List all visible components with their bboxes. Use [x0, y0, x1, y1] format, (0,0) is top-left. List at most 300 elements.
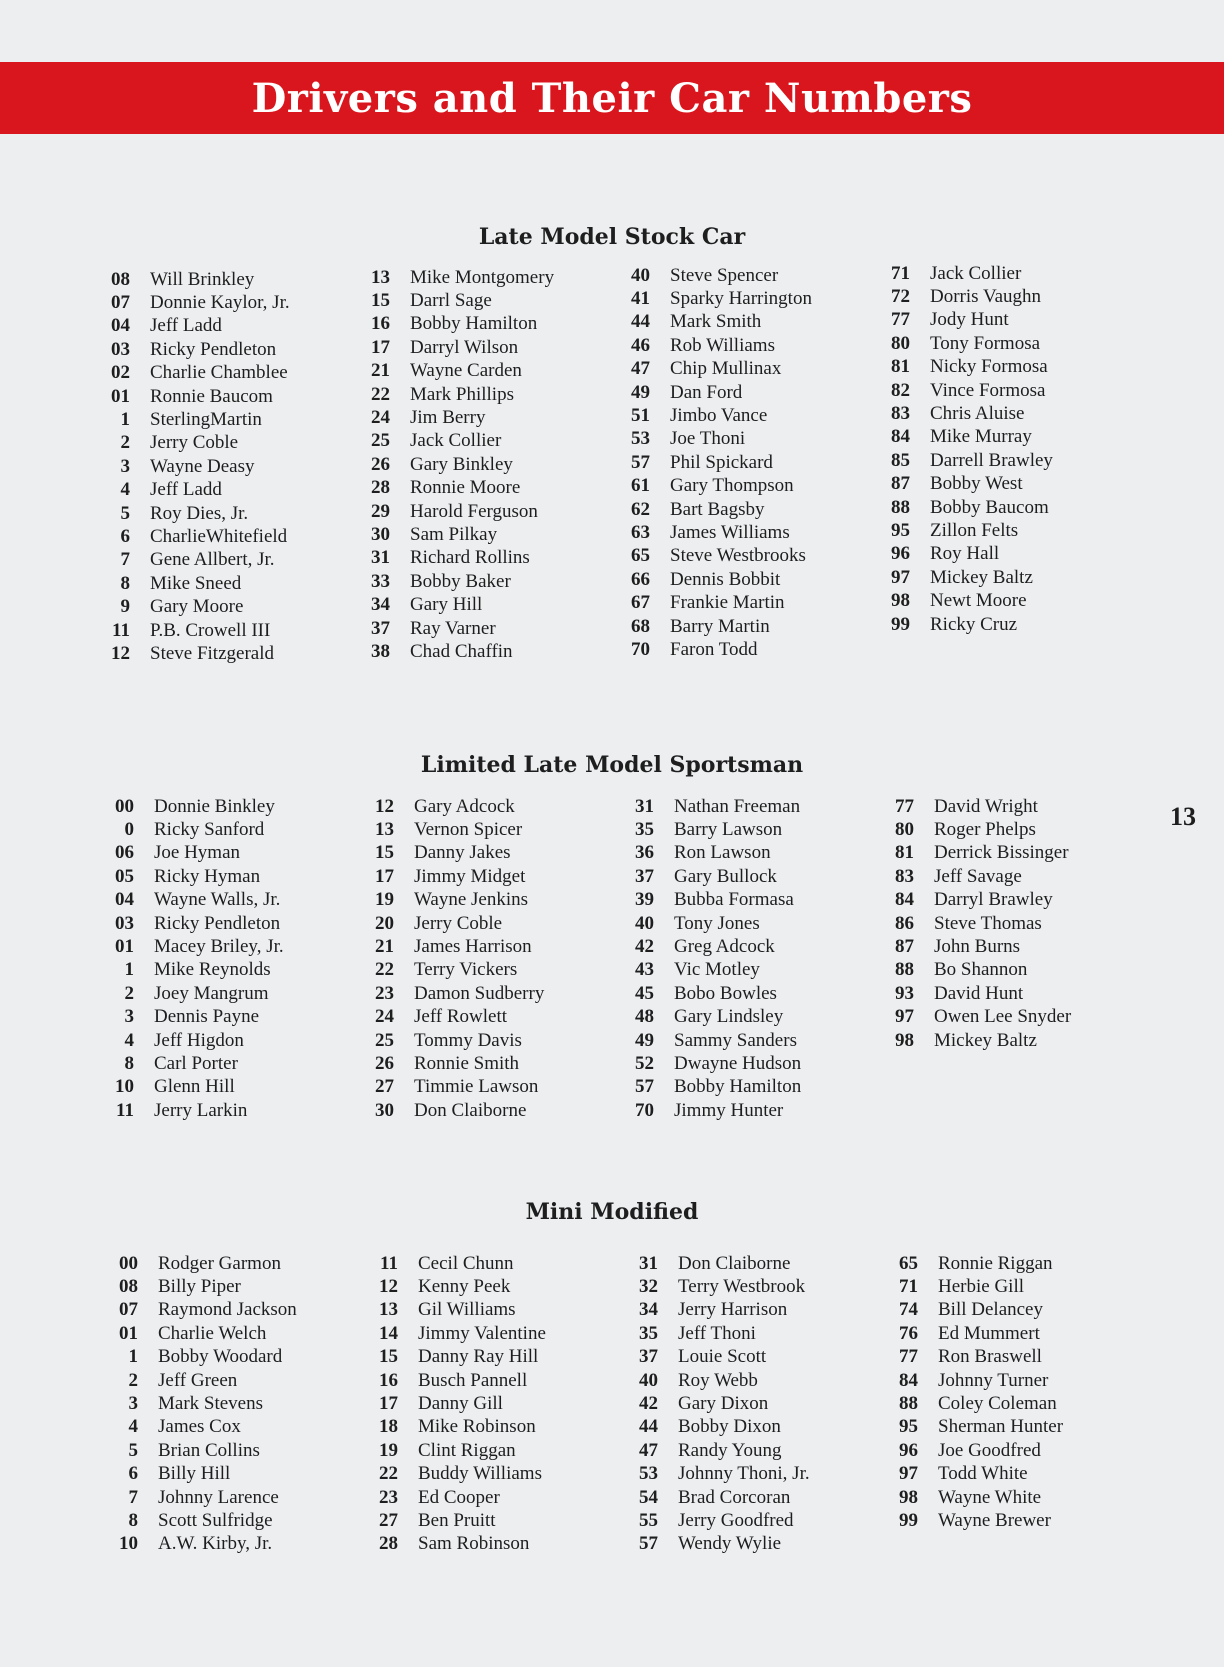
- driver-name: Sparky Harrington: [670, 288, 812, 310]
- driver-entry: [368, 1533, 546, 1556]
- driver-name: Tommy Davis: [414, 1029, 522, 1051]
- driver-entry: [108, 1275, 297, 1298]
- car-number: 42: [639, 1393, 658, 1415]
- driver-name: Jack Collier: [410, 430, 502, 452]
- driver-name: Bobby Woodard: [158, 1346, 283, 1368]
- driver-name: Jeff Ladd: [150, 315, 222, 337]
- driver-entry: [624, 935, 801, 958]
- driver-entry: [364, 1006, 544, 1029]
- driver-entry: [620, 545, 812, 568]
- car-number: 10: [115, 1076, 134, 1098]
- driver-name: Ronnie Baucom: [150, 385, 273, 407]
- car-number: 49: [635, 1029, 654, 1051]
- driver-name: Coley Coleman: [938, 1393, 1057, 1415]
- driver-name: Jerry Coble: [414, 912, 503, 934]
- driver-entry: [888, 1369, 1063, 1392]
- car-number: 51: [631, 405, 650, 427]
- driver-name: Jack Collier: [930, 262, 1022, 284]
- driver-entry: [108, 1463, 297, 1486]
- driver-entry: [880, 285, 1053, 308]
- driver-entry: [624, 982, 801, 1005]
- driver-entry: [368, 1509, 546, 1532]
- car-number: 6: [120, 525, 130, 547]
- driver-name: Mickey Baltz: [930, 566, 1033, 588]
- car-number: 5: [128, 1439, 138, 1461]
- car-number: 2: [128, 1369, 138, 1391]
- driver-name: Dennis Payne: [154, 1006, 260, 1028]
- car-number: 84: [891, 426, 910, 448]
- driver-name: Bobby West: [930, 473, 1023, 495]
- car-number: 57: [631, 451, 650, 473]
- car-number: 65: [899, 1252, 918, 1274]
- car-number: 22: [371, 383, 390, 405]
- car-number: 54: [639, 1486, 658, 1508]
- driver-name: A.W. Kirby, Jr.: [158, 1533, 273, 1555]
- driver-entry: [628, 1275, 810, 1298]
- car-number: 8: [120, 572, 130, 594]
- driver-entry: [360, 570, 554, 593]
- car-number: 04: [115, 889, 134, 911]
- driver-entry: [880, 543, 1053, 566]
- driver-name: Bobby Hamilton: [674, 1076, 802, 1098]
- driver-entry: [368, 1416, 546, 1439]
- driver-entry: [884, 795, 1071, 818]
- car-number: 83: [895, 865, 914, 887]
- car-number: 43: [635, 959, 654, 981]
- car-number: 84: [895, 889, 914, 911]
- driver-entry: [104, 912, 284, 935]
- driver-entry: [620, 311, 812, 334]
- car-number: 14: [379, 1322, 398, 1344]
- car-number: 02: [111, 362, 130, 384]
- driver-name: Darryl Wilson: [410, 336, 519, 358]
- driver-name: Mark Stevens: [158, 1393, 264, 1415]
- car-number: 17: [379, 1393, 398, 1415]
- car-number: 77: [895, 795, 914, 817]
- driver-entry: [104, 959, 284, 982]
- driver-name: Randy Young: [678, 1439, 782, 1461]
- driver-entry: [620, 498, 812, 521]
- driver-name: James Cox: [158, 1416, 241, 1438]
- car-number: 95: [891, 519, 910, 541]
- driver-entry: [624, 912, 801, 935]
- driver-name: Roy Hall: [930, 543, 1000, 565]
- car-number: 31: [639, 1252, 658, 1274]
- driver-name: Louie Scott: [678, 1346, 767, 1368]
- driver-entry: [884, 1006, 1071, 1029]
- driver-name: James Williams: [670, 521, 790, 543]
- car-number: 11: [380, 1252, 398, 1274]
- driver-entry: [880, 473, 1053, 496]
- car-number: 48: [635, 1006, 654, 1028]
- car-number: 45: [635, 982, 654, 1004]
- car-number: 13: [379, 1299, 398, 1321]
- driver-name: Newt Moore: [930, 590, 1027, 612]
- driver-name: Ronnie Riggan: [938, 1252, 1053, 1274]
- driver-name: Dorris Vaughn: [930, 286, 1042, 308]
- car-number: 9: [120, 596, 130, 618]
- driver-entry: [888, 1299, 1063, 1322]
- driver-entry: [104, 889, 284, 912]
- driver-column: [884, 795, 1071, 1052]
- driver-name: Ed Cooper: [418, 1486, 500, 1508]
- driver-entry: [100, 595, 290, 618]
- driver-name: Wendy Wylie: [678, 1533, 782, 1555]
- driver-entry: [100, 479, 290, 502]
- driver-entry: [884, 935, 1071, 958]
- car-number: 38: [371, 640, 390, 662]
- car-number: 55: [639, 1509, 658, 1531]
- driver-entry: [368, 1486, 546, 1509]
- driver-name: Raymond Jackson: [158, 1299, 297, 1321]
- driver-name: Cecil Chunn: [418, 1252, 514, 1274]
- driver-entry: [888, 1439, 1063, 1462]
- driver-name: Ben Pruitt: [418, 1509, 496, 1531]
- car-number: 01: [115, 936, 134, 958]
- driver-entry: [624, 889, 801, 912]
- driver-entry: [100, 268, 290, 291]
- car-number: 31: [371, 547, 390, 569]
- driver-entry: [360, 500, 554, 523]
- car-number: 11: [116, 1099, 134, 1121]
- driver-column: [368, 1252, 546, 1556]
- car-number: 6: [128, 1463, 138, 1485]
- car-number: 3: [120, 455, 130, 477]
- driver-entry: [888, 1416, 1063, 1439]
- driver-name: Greg Adcock: [674, 936, 775, 958]
- car-number: 0: [124, 819, 134, 841]
- driver-name: Johnny Larence: [158, 1486, 279, 1508]
- driver-entry: [368, 1252, 546, 1275]
- driver-name: Jeff Rowlett: [414, 1006, 508, 1028]
- driver-entry: [108, 1322, 297, 1345]
- driver-name: Steve Thomas: [934, 912, 1042, 934]
- driver-entry: [628, 1322, 810, 1345]
- driver-name: Donnie Binkley: [154, 795, 275, 817]
- car-number: 8: [124, 1052, 134, 1074]
- car-number: 39: [635, 889, 654, 911]
- car-number: 67: [631, 592, 650, 614]
- driver-name: Darrl Sage: [410, 290, 492, 312]
- car-number: 77: [899, 1346, 918, 1368]
- driver-name: Chris Aluise: [930, 403, 1025, 425]
- driver-name: Gary Lindsley: [674, 1006, 784, 1028]
- car-number: 35: [635, 819, 654, 841]
- car-number: 03: [111, 338, 130, 360]
- driver-name: Jim Berry: [410, 407, 486, 429]
- driver-name: Joe Thoni: [670, 428, 746, 450]
- driver-entry: [100, 455, 290, 478]
- car-number: 25: [375, 1029, 394, 1051]
- driver-entry: [364, 818, 544, 841]
- driver-entry: [360, 617, 554, 640]
- driver-name: Ricky Pendleton: [150, 338, 277, 360]
- car-number: 21: [375, 936, 394, 958]
- car-number: 10: [119, 1533, 138, 1555]
- driver-name: Faron Todd: [670, 638, 758, 660]
- driver-name: SterlingMartin: [150, 409, 262, 431]
- car-number: 27: [379, 1509, 398, 1531]
- driver-name: Roy Dies, Jr.: [150, 502, 249, 524]
- car-number: 08: [111, 268, 130, 290]
- driver-entry: [100, 338, 290, 361]
- car-number: 7: [128, 1486, 138, 1508]
- driver-name: Steve Fitzgerald: [150, 642, 274, 664]
- driver-entry: [360, 453, 554, 476]
- driver-name: Derrick Bissinger: [934, 842, 1069, 864]
- car-number: 30: [371, 523, 390, 545]
- driver-entry: [360, 640, 554, 663]
- car-number: 3: [128, 1393, 138, 1415]
- driver-name: Mark Smith: [670, 311, 762, 333]
- driver-name: Dan Ford: [670, 381, 743, 403]
- car-number: 70: [631, 638, 650, 660]
- driver-name: Jerry Harrison: [678, 1299, 788, 1321]
- car-number: 88: [899, 1393, 918, 1415]
- driver-name: Jimmy Midget: [414, 865, 526, 887]
- driver-name: Phil Spickard: [670, 451, 773, 473]
- car-number: 87: [895, 936, 914, 958]
- car-number: 13: [375, 819, 394, 841]
- driver-entry: [104, 982, 284, 1005]
- driver-name: Ricky Cruz: [930, 613, 1018, 635]
- driver-entry: [108, 1252, 297, 1275]
- driver-entry: [888, 1392, 1063, 1415]
- car-number: 18: [379, 1416, 398, 1438]
- driver-entry: [364, 889, 544, 912]
- driver-entry: [628, 1439, 810, 1462]
- driver-name: Mickey Baltz: [934, 1029, 1037, 1051]
- driver-entry: [360, 289, 554, 312]
- car-number: 06: [115, 842, 134, 864]
- driver-entry: [104, 1076, 284, 1099]
- car-number: 36: [635, 842, 654, 864]
- driver-column: [628, 1252, 810, 1556]
- car-number: 72: [891, 286, 910, 308]
- car-number: 53: [639, 1463, 658, 1485]
- driver-entry: [628, 1486, 810, 1509]
- driver-name: Jeff Savage: [934, 865, 1022, 887]
- driver-entry: [628, 1299, 810, 1322]
- driver-name: Ronnie Smith: [414, 1052, 520, 1074]
- section-title: Late Model Stock Car: [478, 224, 746, 250]
- driver-entry: [884, 865, 1071, 888]
- driver-entry: [624, 1099, 801, 1122]
- car-number: 52: [635, 1052, 654, 1074]
- driver-name: Gary Binkley: [410, 453, 513, 475]
- driver-name: Tony Formosa: [930, 332, 1041, 354]
- driver-name: Bart Bagsby: [670, 498, 765, 520]
- section-mini-modified: [0, 1199, 1224, 1555]
- driver-entry: [888, 1252, 1063, 1275]
- car-number: 97: [891, 566, 910, 588]
- driver-entry: [880, 613, 1053, 636]
- driver-entry: [620, 615, 812, 638]
- car-number: 66: [631, 568, 650, 590]
- driver-entry: [100, 549, 290, 572]
- section-title: Mini Modified: [525, 1199, 699, 1225]
- car-number: 33: [371, 570, 390, 592]
- driver-entry: [888, 1322, 1063, 1345]
- car-number: 37: [371, 617, 390, 639]
- driver-name: Kenny Peek: [418, 1276, 511, 1298]
- driver-name: Sam Robinson: [418, 1533, 530, 1555]
- car-number: 25: [371, 430, 390, 452]
- driver-entry: [880, 449, 1053, 472]
- driver-name: Bobby Baker: [410, 570, 511, 592]
- car-number: 40: [635, 912, 654, 934]
- driver-name: Gary Bullock: [674, 865, 777, 887]
- driver-name: Wayne Carden: [410, 360, 522, 382]
- driver-entry: [364, 865, 544, 888]
- car-number: 7: [120, 549, 130, 571]
- driver-entry: [628, 1369, 810, 1392]
- driver-name: Jody Hunt: [930, 309, 1009, 331]
- driver-name: Ed Mummert: [938, 1322, 1040, 1344]
- driver-name: Vic Motley: [674, 959, 760, 981]
- driver-name: Mike Montgomery: [410, 266, 555, 288]
- driver-name: Darrell Brawley: [930, 449, 1053, 471]
- driver-entry: [888, 1275, 1063, 1298]
- car-number: 34: [371, 594, 390, 616]
- driver-entry: [368, 1346, 546, 1369]
- driver-entry: [108, 1486, 297, 1509]
- car-number: 40: [631, 264, 650, 286]
- driver-name: Ricky Hyman: [154, 865, 261, 887]
- driver-name: Danny Ray Hill: [418, 1346, 539, 1368]
- driver-entry: [100, 385, 290, 408]
- car-number: 35: [639, 1322, 658, 1344]
- driver-entry: [100, 291, 290, 314]
- driver-name: Richard Rollins: [410, 547, 530, 569]
- driver-name: Ricky Sanford: [154, 819, 265, 841]
- driver-entry: [368, 1463, 546, 1486]
- driver-column: [108, 1252, 297, 1556]
- driver-entry: [628, 1416, 810, 1439]
- driver-name: Bobby Dixon: [678, 1416, 781, 1438]
- driver-name: Clint Riggan: [418, 1439, 516, 1461]
- driver-name: Glenn Hill: [154, 1076, 235, 1098]
- driver-name: Jeff Higdon: [154, 1029, 244, 1051]
- driver-column: [364, 795, 544, 1122]
- car-number: 15: [379, 1346, 398, 1368]
- driver-name: Gary Hill: [410, 594, 483, 616]
- car-number: 80: [895, 819, 914, 841]
- driver-entry: [100, 572, 290, 595]
- driver-entry: [624, 818, 801, 841]
- driver-entry: [364, 959, 544, 982]
- car-number: 37: [635, 865, 654, 887]
- section-limited-late-model-sportsman: [0, 752, 1224, 1121]
- driver-entry: [108, 1533, 297, 1556]
- driver-name: Nicky Formosa: [930, 356, 1048, 378]
- driver-name: Gary Adcock: [414, 795, 515, 817]
- car-number: 53: [631, 428, 650, 450]
- driver-entry: [628, 1346, 810, 1369]
- driver-name: Johnny Turner: [938, 1369, 1049, 1391]
- driver-entry: [360, 430, 554, 453]
- driver-entry: [624, 795, 801, 818]
- car-number: 23: [379, 1486, 398, 1508]
- driver-entry: [360, 547, 554, 570]
- car-number: 88: [891, 496, 910, 518]
- driver-entry: [100, 362, 290, 385]
- car-number: 4: [128, 1416, 138, 1438]
- car-number: 12: [375, 795, 394, 817]
- car-number: 2: [124, 982, 134, 1004]
- driver-entry: [360, 360, 554, 383]
- car-number: 57: [639, 1533, 658, 1555]
- driver-name: Chip Mullinax: [670, 358, 782, 380]
- driver-entry: [100, 642, 290, 665]
- driver-name: Jerry Larkin: [154, 1099, 248, 1121]
- driver-entry: [104, 935, 284, 958]
- driver-entry: [624, 959, 801, 982]
- car-number: 77: [891, 309, 910, 331]
- car-number: 26: [375, 1052, 394, 1074]
- driver-entry: [880, 332, 1053, 355]
- driver-name: Steve Spencer: [670, 264, 779, 286]
- car-number: 74: [899, 1299, 918, 1321]
- car-number: 37: [639, 1346, 658, 1368]
- driver-entry: [368, 1369, 546, 1392]
- car-number: 01: [111, 385, 130, 407]
- driver-column: [880, 262, 1053, 636]
- driver-name: Brian Collins: [158, 1439, 260, 1461]
- driver-name: Brad Corcoran: [678, 1486, 791, 1508]
- driver-entry: [888, 1486, 1063, 1509]
- driver-name: Ron Lawson: [674, 842, 771, 864]
- driver-entry: [100, 432, 290, 455]
- driver-entry: [620, 404, 812, 427]
- driver-name: Danny Gill: [418, 1393, 503, 1415]
- driver-entry: [620, 591, 812, 614]
- driver-name: Buddy Williams: [418, 1463, 542, 1485]
- car-number: 26: [371, 453, 390, 475]
- driver-entry: [364, 1052, 544, 1075]
- driver-name: P.B. Crowell III: [150, 619, 271, 641]
- driver-name: Jimmy Hunter: [674, 1099, 784, 1121]
- car-number: 93: [895, 982, 914, 1004]
- driver-entry: [104, 1006, 284, 1029]
- driver-name: Vernon Spicer: [414, 819, 523, 841]
- driver-entry: [884, 889, 1071, 912]
- driver-name: Ronnie Moore: [410, 477, 521, 499]
- car-number: 4: [120, 479, 130, 501]
- driver-name: Sherman Hunter: [938, 1416, 1064, 1438]
- car-number: 47: [639, 1439, 658, 1461]
- driver-entry: [628, 1463, 810, 1486]
- car-number: 4: [124, 1029, 134, 1051]
- car-number: 46: [631, 334, 650, 356]
- driver-entry: [628, 1392, 810, 1415]
- driver-entry: [364, 842, 544, 865]
- driver-name: Zillon Felts: [930, 519, 1019, 541]
- driver-name: Bobby Baucom: [930, 496, 1049, 518]
- car-number: 15: [371, 290, 390, 312]
- driver-entry: [888, 1346, 1063, 1369]
- driver-columns: [0, 262, 1224, 692]
- car-number: 1: [128, 1346, 138, 1368]
- car-number: 5: [120, 502, 130, 524]
- driver-entry: [368, 1299, 546, 1322]
- driver-entry: [364, 935, 544, 958]
- car-number: 17: [375, 865, 394, 887]
- driver-name: Damon Sudberry: [414, 982, 545, 1004]
- car-number: 80: [891, 332, 910, 354]
- driver-entry: [880, 589, 1053, 612]
- driver-entry: [620, 568, 812, 591]
